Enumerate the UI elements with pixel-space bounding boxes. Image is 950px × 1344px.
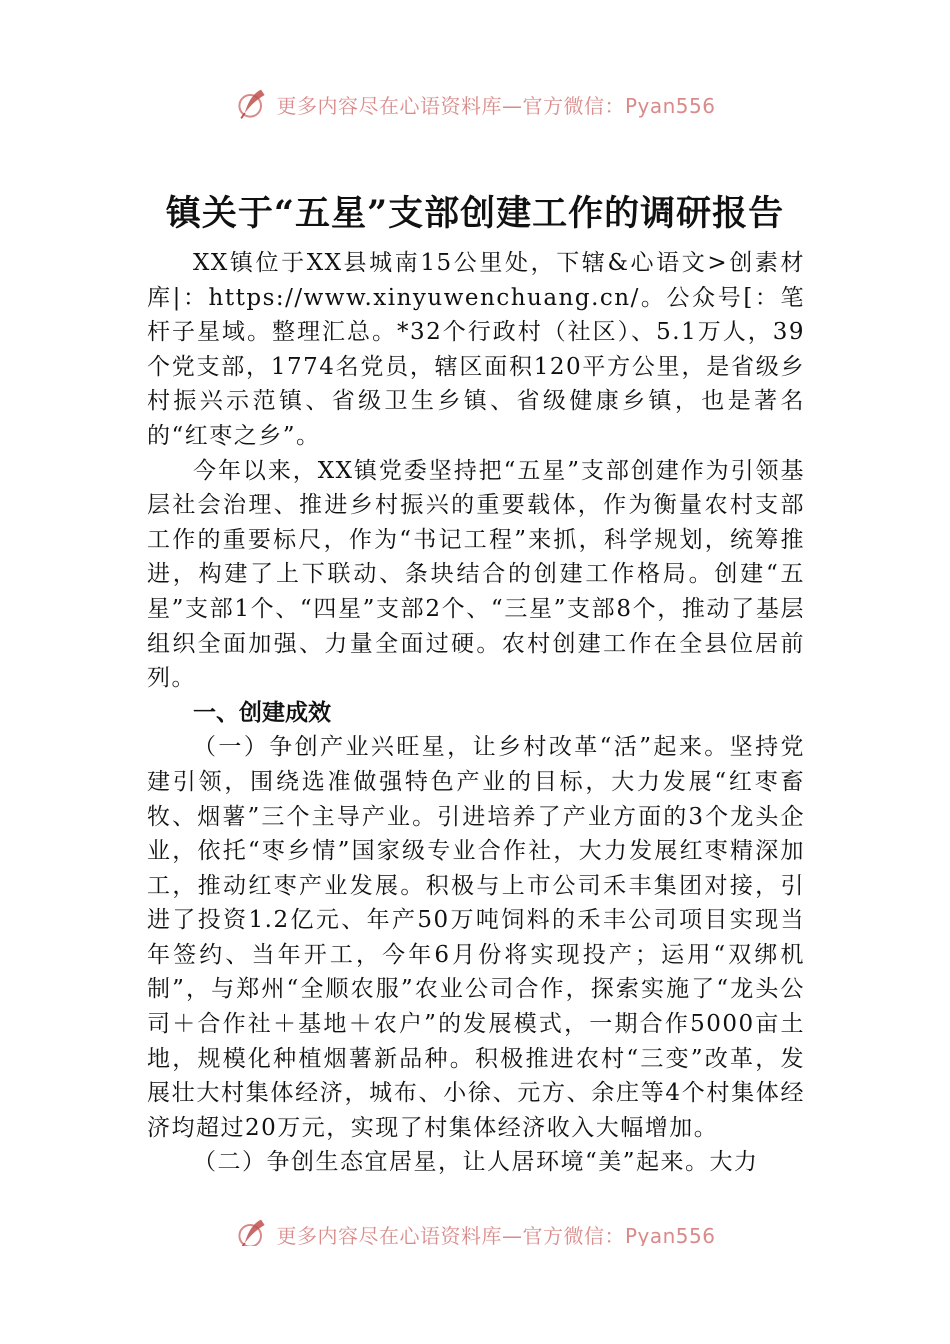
feather-pen-logo-icon (234, 1216, 270, 1246)
feather-pen-logo-icon (234, 86, 270, 122)
header-watermark (0, 84, 950, 124)
section-heading: 一、创建成效 (193, 699, 331, 726)
watermark-text: 更多内容尽在心语资料库—官方微信：Pyan556 (276, 1223, 716, 1246)
watermark-text: 更多内容尽在心语资料库—官方微信：Pyan556 (276, 93, 716, 118)
paragraph-overview: 今年以来，XX镇党委坚持把“五星”支部创建作为引领基层社会治理、推进乡村振兴的重要载体，作为衡量农村支部工作的重要标尺，作为“书记工程”来抓，科学规划，统筹推进，构建了上下联动、条块结合的创建工作格局。创建“五星”支部1个、“四星”支部2个、“三星”支部8个，推动了基层组织全面加强、力量全面过硬。农村创建工作在全县位居前列。 (147, 457, 805, 692)
document-title: 镇关于“五星”支部创建工作的调研报告 (165, 193, 785, 234)
paragraph-intro: XX镇位于XX县城南15公里处，下辖&心语文>创素材库|：https://www.xinyuwenchuang.cn/。公众号[：笔杆子星域。整理汇总。*32个行政村（社区）、5.1万人，39个党支部，1774名党员，辖区面积120平方公里，是省级乡村振兴示范镇、省级卫生乡镇、省级健康乡镇，也是著名的“红枣之乡”。 (147, 250, 805, 449)
footer-watermark (0, 1206, 950, 1246)
subsection-ecology: （二）争创生态宜居星，让人居环境“美”起来。大力 (193, 1149, 759, 1176)
document-body (147, 246, 805, 1180)
subsection-industry: （一）争创产业兴旺星，让乡村改革“活”起来。坚持党建引领，围绕选准做强特色产业的目标，大力发展“红枣畜牧、烟薯”三个主导产业。引进培养了产业方面的3个龙头企业，依托“枣乡情”国家级专业合作社，大力发展红枣精深加工，推动红枣产业发展。积极与上市公司禾丰集团对接，引进了投资1.2亿元、年产50万吨饲料的禾丰公司项目实现当年签约、当年开工，今年6月份将实现投产；运用“双绑机制”，与郑州“全顺农服”农业公司合作，探索实施了“龙头公司＋合作社＋基地＋农户”的发展模式，一期合作5000亩土地，规模化种植烟薯新品种。积极推进农村“三变”改革，发展壮大村集体经济，城布、小徐、元方、余庄等4个村集体经济均超过20万元，实现了村集体经济收入大幅增加。 (147, 734, 805, 1141)
